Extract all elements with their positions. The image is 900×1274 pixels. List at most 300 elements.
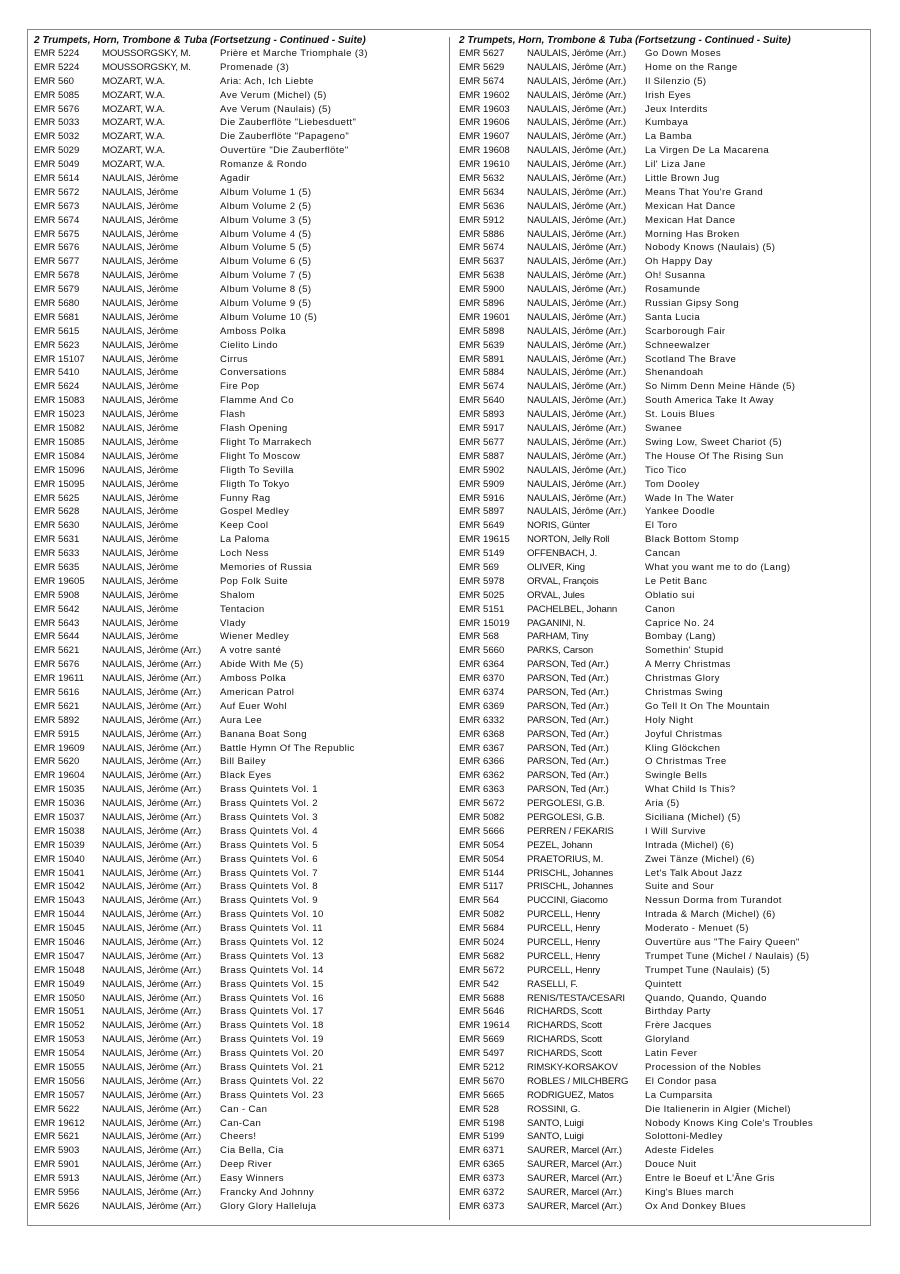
work-title: Brass Quintets Vol. 3 <box>220 811 318 823</box>
work-title: Mexican Hat Dance <box>645 214 736 226</box>
work-title: Swing Low, Sweet Chariot (5) <box>645 436 783 448</box>
composer-name: NAULAIS, Jérôme (Arr.) <box>102 686 202 698</box>
catalog-number: EMR 19608 <box>459 145 510 157</box>
catalog-number: EMR 5410 <box>34 367 80 379</box>
composer-name: NAULAIS, Jérôme <box>102 395 179 407</box>
catalog-number: EMR 5224 <box>34 61 80 73</box>
catalog-entry <box>459 1089 864 1103</box>
composer-name: SANTO, Luigi <box>527 1117 584 1129</box>
work-title: Cancan <box>645 548 681 560</box>
work-title: Abide With Me (5) <box>220 659 304 671</box>
composer-name: NAULAIS, Jérôme (Arr.) <box>527 103 627 115</box>
catalog-number: EMR 6363 <box>459 784 505 796</box>
catalog-entry <box>459 1005 864 1019</box>
catalog-number: EMR 15037 <box>34 811 85 823</box>
catalog-number: EMR 5978 <box>459 575 505 587</box>
catalog-number: EMR 5117 <box>459 881 504 893</box>
composer-name: NAULAIS, Jérôme (Arr.) <box>527 506 627 518</box>
catalog-entry <box>34 825 439 839</box>
catalog-entry <box>459 353 864 367</box>
composer-name: NAULAIS, Jérôme <box>102 548 179 560</box>
work-title: Oh! Susanna <box>645 270 706 282</box>
catalog-number: EMR 5149 <box>459 548 505 560</box>
catalog-number: EMR 5085 <box>34 89 80 101</box>
catalog-number: EMR 5912 <box>459 214 505 226</box>
work-title: Aria (5) <box>645 798 680 810</box>
composer-name: PURCELL, Henry <box>527 950 601 962</box>
catalog-number: EMR 5025 <box>459 589 505 601</box>
composer-name: SAURER, Marcel (Arr.) <box>527 1187 622 1199</box>
composer-name: PERGOLESI, G.B. <box>527 811 605 823</box>
composer-name: NAULAIS, Jérôme (Arr.) <box>102 1200 202 1212</box>
work-title: Auf Euer Wohl <box>220 700 287 712</box>
work-title: Solottoni-Medley <box>645 1131 723 1143</box>
composer-name: NAULAIS, Jérôme <box>102 561 179 573</box>
catalog-number: EMR 5678 <box>34 270 80 282</box>
composer-name: NAULAIS, Jérôme (Arr.) <box>527 284 627 296</box>
catalog-number: EMR 15042 <box>34 881 85 893</box>
composer-name: NAULAIS, Jérôme (Arr.) <box>102 784 202 796</box>
composer-name: MOZART, W.A. <box>102 75 166 87</box>
catalog-number: EMR 560 <box>34 75 74 87</box>
catalog-number: EMR 6362 <box>459 770 505 782</box>
catalog-number: EMR 5627 <box>459 48 505 59</box>
composer-name: PAGANINI, N. <box>527 617 586 629</box>
work-title: Aria: Ach, Ich Liebte <box>220 75 314 87</box>
catalog-entry <box>459 47 864 61</box>
catalog-entry <box>34 297 439 311</box>
catalog-entry <box>459 589 864 603</box>
work-title: Flight To Moscow <box>220 450 301 462</box>
catalog-number: EMR 15054 <box>34 1048 85 1060</box>
catalog-number: EMR 5633 <box>34 548 80 560</box>
catalog-number: EMR 6364 <box>459 659 505 671</box>
catalog-number: EMR 15095 <box>34 478 85 490</box>
work-title: Scotland The Brave <box>645 353 737 365</box>
composer-name: NAULAIS, Jérôme <box>102 534 179 546</box>
composer-name: PACHELBEL, Johann <box>527 603 618 615</box>
work-title: Christmas Swing <box>645 686 723 698</box>
catalog-entry <box>34 505 439 519</box>
catalog-entry <box>34 255 439 269</box>
composer-name: PRISCHL, Johannes <box>527 867 613 879</box>
composer-name: NAULAIS, Jérôme (Arr.) <box>527 214 627 226</box>
composer-name: PARSON, Ted (Arr.) <box>527 673 609 685</box>
work-title: Conversations <box>220 367 287 379</box>
composer-name: NAULAIS, Jérôme (Arr.) <box>527 298 627 310</box>
catalog-number: EMR 15044 <box>34 909 85 921</box>
work-title: Brass Quintets Vol. 13 <box>220 950 324 962</box>
catalog-entry <box>34 853 439 867</box>
composer-name: PERREN / FEKARIS <box>527 825 614 837</box>
catalog-number: EMR 6371 <box>459 1145 505 1157</box>
composer-name: NAULAIS, Jérôme <box>102 381 179 393</box>
composer-name: NAULAIS, Jérôme (Arr.) <box>102 1187 202 1199</box>
catalog-number: EMR 5024 <box>459 937 505 948</box>
composer-name: NAULAIS, Jérôme (Arr.) <box>102 1062 202 1074</box>
catalog-number: EMR 19603 <box>459 103 510 115</box>
catalog-entry <box>34 783 439 797</box>
catalog-number: EMR 15107 <box>34 353 85 365</box>
work-title: El Condor pasa <box>645 1075 717 1087</box>
work-title: Brass Quintets Vol. 2 <box>220 798 318 810</box>
composer-name: RODRIGUEZ, Matos <box>527 1089 614 1101</box>
work-title: Brass Quintets Vol. 6 <box>220 853 318 865</box>
catalog-entry <box>459 811 864 825</box>
work-title: Wiener Medley <box>220 631 290 643</box>
work-title: A votre santé <box>220 645 282 657</box>
work-title: Caprice No. 24 <box>645 617 715 629</box>
work-title: Little Brown Jug <box>645 173 720 185</box>
composer-name: PARSON, Ted (Arr.) <box>527 714 609 726</box>
composer-name: NAULAIS, Jérôme <box>102 311 179 323</box>
catalog-entry <box>34 964 439 978</box>
work-title: Il Silenzio (5) <box>645 75 707 87</box>
work-title: Album Volume 7 (5) <box>220 270 312 282</box>
catalog-number: EMR 5673 <box>34 200 80 212</box>
composer-name: NAULAIS, Jérôme (Arr.) <box>102 1117 202 1129</box>
work-title: Nessun Dorma from Turandot <box>645 895 782 907</box>
work-title: Amboss Polka <box>220 325 287 337</box>
catalog-number: EMR 5901 <box>34 1159 80 1171</box>
composer-name: PURCELL, Henry <box>527 909 601 921</box>
catalog-number: EMR 19607 <box>459 131 510 143</box>
catalog-column-right <box>459 34 864 1214</box>
work-title: Ave Verum (Michel) (5) <box>220 89 327 101</box>
composer-name: NAULAIS, Jérôme (Arr.) <box>102 1075 202 1087</box>
composer-name: NAULAIS, Jérôme (Arr.) <box>527 450 627 462</box>
work-title: Fligth To Tokyo <box>220 478 290 490</box>
work-title: Deep River <box>220 1159 272 1171</box>
composer-name: NAULAIS, Jérôme (Arr.) <box>102 937 202 948</box>
catalog-number: EMR 19605 <box>34 575 85 587</box>
catalog-number: EMR 5903 <box>34 1145 80 1157</box>
composer-name: RICHARDS, Scott <box>527 1034 603 1046</box>
catalog-number: EMR 5497 <box>459 1048 505 1060</box>
work-title: La Virgen De La Macarena <box>645 145 770 157</box>
catalog-number: EMR 5624 <box>34 381 80 393</box>
catalog-number: EMR 5151 <box>459 603 505 615</box>
catalog-number: EMR 5082 <box>459 909 505 921</box>
composer-name: NAULAIS, Jérôme <box>102 575 179 587</box>
catalog-entry <box>34 672 439 686</box>
composer-name: NAULAIS, Jérôme (Arr.) <box>102 798 202 810</box>
composer-name: NAULAIS, Jérôme (Arr.) <box>527 478 627 490</box>
work-title: Zwei Tänze (Michel) (6) <box>645 853 755 865</box>
work-title: Amboss Polka <box>220 673 287 685</box>
catalog-number: EMR 5629 <box>459 61 505 73</box>
work-title: Brass Quintets Vol. 4 <box>220 825 318 837</box>
work-title: O Christmas Tree <box>645 756 727 768</box>
composer-name: PARSON, Ted (Arr.) <box>527 742 609 754</box>
work-title: Prière et Marche Triomphale (3) <box>220 48 368 59</box>
catalog-entry <box>34 561 439 575</box>
work-title: The House Of The Rising Sun <box>645 450 784 462</box>
catalog-entry <box>34 269 439 283</box>
composer-name: MOZART, W.A. <box>102 117 166 129</box>
catalog-entry <box>34 1117 439 1131</box>
work-title: Brass Quintets Vol. 21 <box>220 1062 324 1074</box>
work-title: Intrada (Michel) (6) <box>645 839 735 851</box>
catalog-number: EMR 5902 <box>459 464 505 476</box>
work-title: Brass Quintets Vol. 11 <box>220 923 324 935</box>
catalog-number: EMR 5638 <box>459 270 505 282</box>
composer-name: NAULAIS, Jérôme <box>102 478 179 490</box>
composer-name: NAULAIS, Jérôme (Arr.) <box>527 75 627 87</box>
work-title: Trumpet Tune (Michel / Naulais) (5) <box>645 950 810 962</box>
composer-name: NAULAIS, Jérôme <box>102 436 179 448</box>
catalog-entry <box>459 255 864 269</box>
catalog-entry <box>34 1019 439 1033</box>
catalog-number: EMR 5637 <box>459 256 505 268</box>
composer-name: MOZART, W.A. <box>102 159 166 171</box>
work-title: Trumpet Tune (Naulais) (5) <box>645 964 771 976</box>
catalog-entry <box>34 1186 439 1200</box>
composer-name: NAULAIS, Jérôme <box>102 270 179 282</box>
composer-name: SAURER, Marcel (Arr.) <box>527 1159 622 1171</box>
catalog-entry <box>34 533 439 547</box>
composer-name: NAULAIS, Jérôme (Arr.) <box>102 714 202 726</box>
catalog-entry <box>459 297 864 311</box>
composer-name: NAULAIS, Jérôme (Arr.) <box>527 381 627 393</box>
catalog-number: EMR 5640 <box>459 395 505 407</box>
catalog-entry <box>459 1200 864 1214</box>
composer-name: NAULAIS, Jérôme (Arr.) <box>527 353 627 365</box>
column-divider <box>449 37 450 1220</box>
catalog-entry <box>34 839 439 853</box>
catalog-entry <box>459 686 864 700</box>
catalog-number: EMR 5900 <box>459 284 505 296</box>
catalog-entry <box>34 575 439 589</box>
composer-name: NAULAIS, Jérôme (Arr.) <box>527 367 627 379</box>
composer-name: NAULAIS, Jérôme <box>102 284 179 296</box>
catalog-entry <box>34 603 439 617</box>
composer-name: NAULAIS, Jérôme (Arr.) <box>102 895 202 907</box>
composer-name: NAULAIS, Jérôme (Arr.) <box>527 48 627 59</box>
composer-name: OLIVER, King <box>527 561 585 573</box>
catalog-entry <box>459 950 864 964</box>
composer-name: NAULAIS, Jérôme (Arr.) <box>102 909 202 921</box>
work-title: Somethin' Stupid <box>645 645 724 657</box>
catalog-number: EMR 5674 <box>459 381 505 393</box>
catalog-number: EMR 5674 <box>459 75 505 87</box>
composer-name: PARSON, Ted (Arr.) <box>527 686 609 698</box>
catalog-entry <box>34 436 439 450</box>
work-title: Let's Talk About Jazz <box>645 867 743 879</box>
catalog-entry <box>459 380 864 394</box>
catalog-number: EMR 6332 <box>459 714 505 726</box>
work-title: St. Louis Blues <box>645 409 715 421</box>
catalog-entry <box>34 700 439 714</box>
catalog-number: EMR 15040 <box>34 853 85 865</box>
catalog-entry <box>34 1144 439 1158</box>
catalog-entry <box>459 575 864 589</box>
work-title: Go Tell It On The Mountain <box>645 700 770 712</box>
catalog-entry <box>459 1158 864 1172</box>
catalog-number: EMR 5224 <box>34 48 80 59</box>
work-title: Flash <box>220 409 246 421</box>
catalog-number: EMR 5676 <box>34 242 80 254</box>
catalog-entry <box>34 75 439 89</box>
composer-name: RIMSKY-KORSAKOV <box>527 1062 618 1074</box>
work-title: Adeste Fideles <box>645 1145 715 1157</box>
composer-name: NAULAIS, Jérôme (Arr.) <box>527 173 627 185</box>
catalog-entry <box>459 992 864 1006</box>
work-title: Brass Quintets Vol. 16 <box>220 992 324 1004</box>
composer-name: PERGOLESI, G.B. <box>527 798 605 810</box>
catalog-number: EMR 5621 <box>34 1131 80 1143</box>
work-title: Bombay (Lang) <box>645 631 716 643</box>
composer-name: NAULAIS, Jérôme (Arr.) <box>102 1145 202 1157</box>
work-title: Vlady <box>220 617 246 629</box>
catalog-entry <box>34 644 439 658</box>
composer-name: NAULAIS, Jérôme (Arr.) <box>527 228 627 240</box>
catalog-number: EMR 15096 <box>34 464 85 476</box>
catalog-entry <box>459 505 864 519</box>
work-title: Brass Quintets Vol. 23 <box>220 1089 324 1101</box>
catalog-number: EMR 19610 <box>459 159 510 171</box>
composer-name: PARHAM, Tiny <box>527 631 589 643</box>
work-title: Banana Boat Song <box>220 728 307 740</box>
work-title: Brass Quintets Vol. 12 <box>220 937 324 948</box>
work-title: Gloryland <box>645 1034 690 1046</box>
composer-name: NAULAIS, Jérôme (Arr.) <box>527 311 627 323</box>
composer-name: NAULAIS, Jérôme (Arr.) <box>102 770 202 782</box>
work-title: Easy Winners <box>220 1173 284 1185</box>
composer-name: PRISCHL, Johannes <box>527 881 613 893</box>
catalog-number: EMR 5886 <box>459 228 505 240</box>
work-title: Album Volume 9 (5) <box>220 298 312 310</box>
composer-name: MOUSSORGSKY, M. <box>102 61 191 73</box>
composer-name: PARSON, Ted (Arr.) <box>527 770 609 782</box>
catalog-entry <box>459 714 864 728</box>
composer-name: NAULAIS, Jérôme (Arr.) <box>527 145 627 157</box>
work-title: Ouvertüre "Die Zauberflöte" <box>220 145 349 157</box>
composer-name: SAURER, Marcel (Arr.) <box>527 1173 622 1185</box>
work-title: South America Take It Away <box>645 395 774 407</box>
composer-name: PURCELL, Henry <box>527 964 601 976</box>
catalog-number: EMR 6374 <box>459 686 505 698</box>
catalog-entry <box>459 769 864 783</box>
catalog-entry <box>34 658 439 672</box>
catalog-entry <box>34 755 439 769</box>
composer-name: NAULAIS, Jérôme (Arr.) <box>102 1103 202 1115</box>
catalog-entry <box>34 1005 439 1019</box>
catalog-entry <box>34 894 439 908</box>
catalog-entry <box>459 1130 864 1144</box>
catalog-entry <box>34 908 439 922</box>
catalog-number: EMR 5672 <box>459 964 505 976</box>
composer-name: NAULAIS, Jérôme (Arr.) <box>102 978 202 990</box>
work-title: Quintett <box>645 978 682 990</box>
composer-name: NORIS, Günter <box>527 520 591 532</box>
composer-name: NAULAIS, Jérôme (Arr.) <box>527 256 627 268</box>
catalog-entry <box>34 1200 439 1214</box>
work-title: American Patrol <box>220 686 295 698</box>
composer-name: PURCELL, Henry <box>527 923 601 935</box>
catalog-entry <box>459 241 864 255</box>
composer-name: NAULAIS, Jérôme (Arr.) <box>527 325 627 337</box>
work-title: I Will Survive <box>645 825 707 837</box>
work-title: Home on the Range <box>645 61 738 73</box>
work-title: Can - Can <box>220 1103 268 1115</box>
composer-name: NAULAIS, Jérôme <box>102 423 179 435</box>
work-title: King's Blues march <box>645 1187 735 1199</box>
catalog-number: EMR 6368 <box>459 728 505 740</box>
catalog-list <box>34 47 439 1214</box>
composer-name: PARSON, Ted (Arr.) <box>527 728 609 740</box>
catalog-number: EMR 5622 <box>34 1103 80 1115</box>
work-title: Pop Folk Suite <box>220 575 288 587</box>
catalog-entry <box>34 478 439 492</box>
composer-name: NAULAIS, Jérôme (Arr.) <box>102 992 202 1004</box>
catalog-entry <box>459 936 864 950</box>
work-title: Tom Dooley <box>645 478 700 490</box>
catalog-entry <box>459 561 864 575</box>
work-title: Ox And Donkey Blues <box>645 1200 746 1212</box>
composer-name: NAULAIS, Jérôme (Arr.) <box>102 1089 202 1101</box>
work-title: So Nimm Denn Meine Hände (5) <box>645 381 796 393</box>
catalog-number: EMR 15048 <box>34 964 85 976</box>
catalog-number: EMR 6365 <box>459 1159 505 1171</box>
catalog-number: EMR 15053 <box>34 1034 85 1046</box>
catalog-entry <box>34 422 439 436</box>
catalog-entry <box>34 1075 439 1089</box>
work-title: Ouvertüre aus "The Fairy Queen" <box>645 937 800 948</box>
catalog-number: EMR 5893 <box>459 409 505 421</box>
composer-name: NAULAIS, Jérôme <box>102 367 179 379</box>
catalog-entry <box>459 228 864 242</box>
work-title: Die Zauberflöte "Liebesduett" <box>220 117 357 129</box>
catalog-number: EMR 15085 <box>34 436 85 448</box>
work-title: A Merry Christmas <box>645 659 731 671</box>
composer-name: NAULAIS, Jérôme <box>102 464 179 476</box>
catalog-entry <box>459 311 864 325</box>
catalog-number: EMR 5916 <box>459 492 505 504</box>
catalog-entry <box>34 47 439 61</box>
catalog-entry <box>34 936 439 950</box>
catalog-entry <box>459 839 864 853</box>
composer-name: NAULAIS, Jérôme <box>102 589 179 601</box>
work-title: Kumbaya <box>645 117 689 129</box>
catalog-entry <box>459 880 864 894</box>
composer-name: MOUSSORGSKY, M. <box>102 48 191 59</box>
composer-name: NAULAIS, Jérôme <box>102 409 179 421</box>
catalog-entry <box>459 1033 864 1047</box>
catalog-number: EMR 19614 <box>459 1020 510 1032</box>
work-title: La Bamba <box>645 131 692 143</box>
work-title: Tico Tico <box>645 464 687 476</box>
catalog-entry <box>459 408 864 422</box>
catalog-number: EMR 19606 <box>459 117 510 129</box>
work-title: Le Petit Banc <box>645 575 708 587</box>
catalog-number: EMR 5144 <box>459 867 505 879</box>
catalog-entry <box>459 1103 864 1117</box>
composer-name: NAULAIS, Jérôme (Arr.) <box>102 964 202 976</box>
composer-name: NAULAIS, Jérôme <box>102 617 179 629</box>
catalog-entry <box>459 603 864 617</box>
catalog-number: EMR 542 <box>459 978 499 990</box>
catalog-number: EMR 5033 <box>34 117 80 129</box>
catalog-number: EMR 19601 <box>459 311 510 323</box>
catalog-number: EMR 5643 <box>34 617 80 629</box>
catalog-entry <box>34 339 439 353</box>
catalog-entry <box>459 450 864 464</box>
composer-name: NAULAIS, Jérôme (Arr.) <box>102 659 202 671</box>
catalog-entry <box>459 130 864 144</box>
catalog-entry <box>34 811 439 825</box>
catalog-entry <box>459 547 864 561</box>
